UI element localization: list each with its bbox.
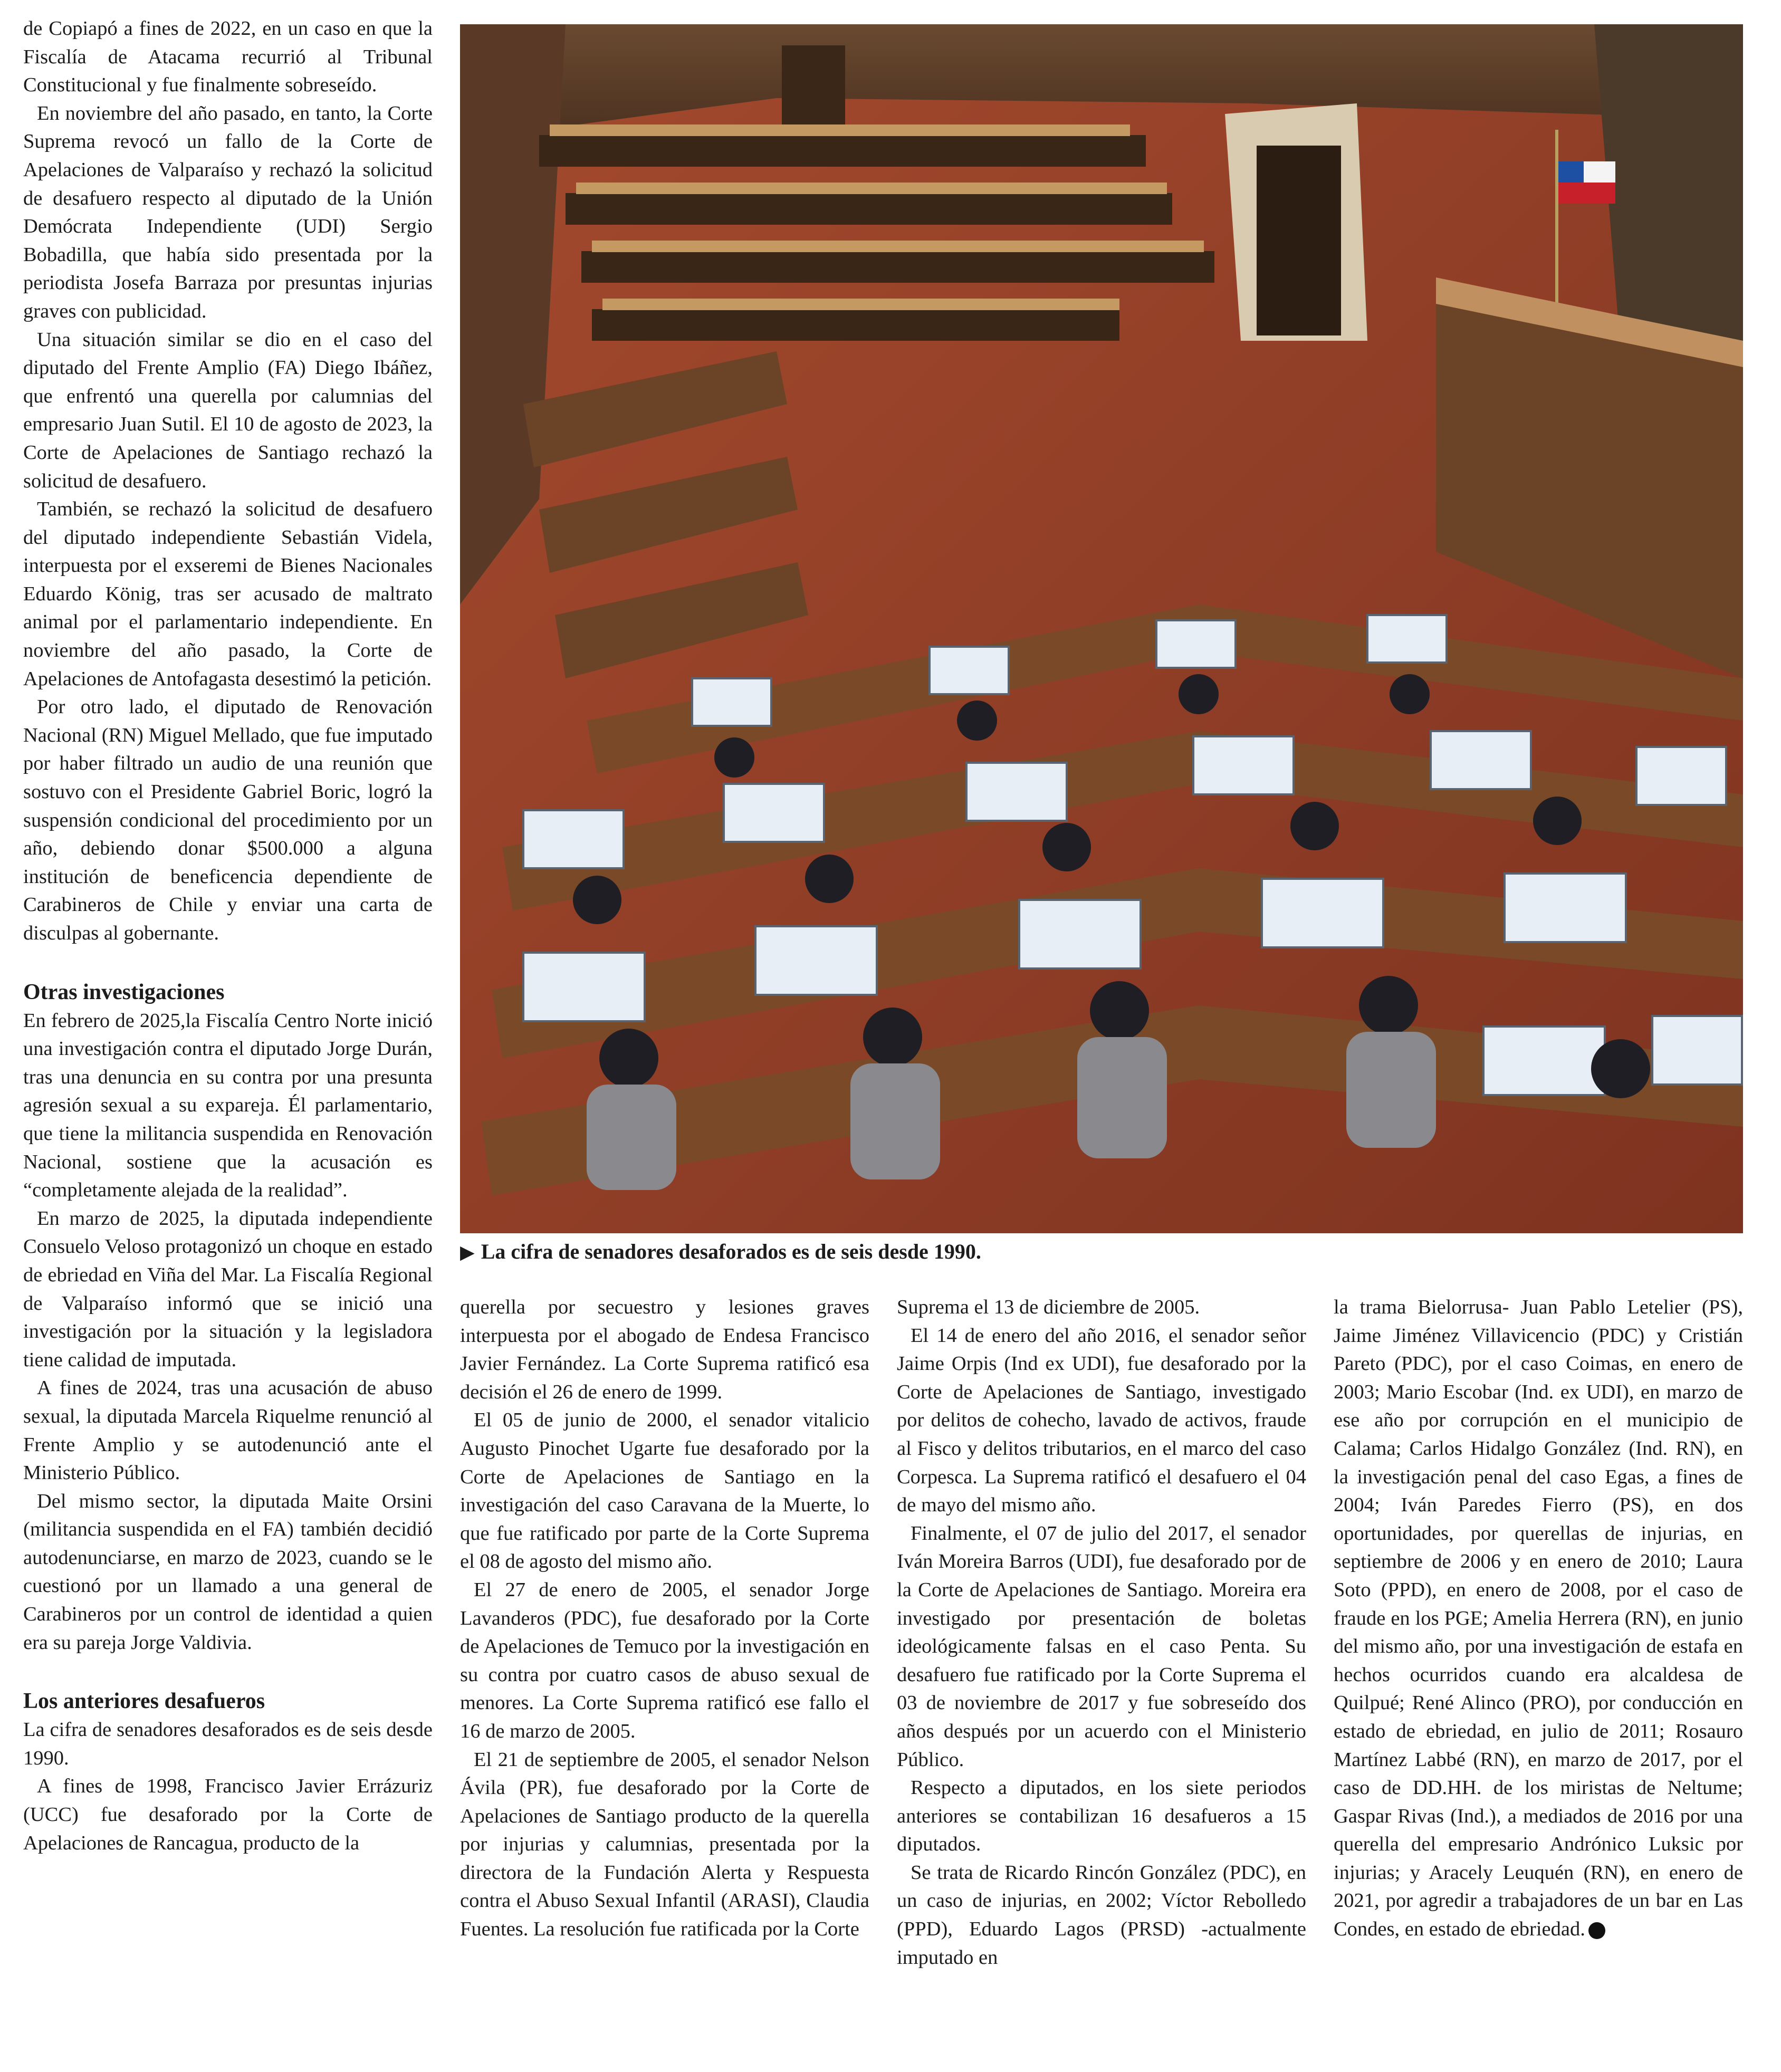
paragraph: Suprema el 13 de diciembre de 2005. [897,1296,1200,1318]
section-heading-anteriores-desafueros: Los anteriores desafueros [23,1689,265,1714]
paragraph [1334,1293,1743,1944]
paragraph: También, se rechazó la solicitud de desafuero del diputado independiente Sebastián Videla, interpuesta por el exseremi de Bienes Nacionales Eduardo König, tras ser acusado de maltrato animal por el parlamentario independiente. En noviembre del año pasado, la Corte de Apelaciones de Antofagasta desestimó la petición. [23,498,433,690]
caption-arrow-icon: ▶ [460,1242,475,1263]
paragraph: La cifra de senadores desaforados es de seis desde 1990. [23,1719,433,1769]
paragraph: Respecto a diputados, en los siete periodos anteriores se contabilizan 16 desafueros a 15 diputados. [897,1777,1306,1856]
paragraph: El 05 de junio de 2000, el senador vitalicio Augusto Pinochet Ugarte fue desaforado por la Corte de Apelaciones de Santiago en la investigación del caso Caravana de la Muerte, lo que fue ratificado por parte de la Corte Suprema el 08 de agosto del mismo año. [460,1409,869,1573]
article-column-4 [1334,1293,1743,1944]
paragraph: El 27 de enero de 2005, el senador Jorge Lavanderos (PDC), fue desaforado por la Corte de Apelaciones de Temuco por la investigación en su contra por cuatro casos de abuso sexual de menores. La Corte Suprema ratificó ese fallo el 16 de marzo de 2005. [460,1578,869,1742]
paragraph: En marzo de 2025, la diputada independiente Consuelo Veloso protagonizó un choque en estado de ebriedad en Viña del Mar. La Fiscalía Regional de Valparaíso informó que se inició una investigación por la situación y la legisladora tiene calidad de imputada. [23,1207,433,1371]
paragraph: Se trata de Ricardo Rincón González (PDC), en un caso de injurias, en 2002; Víctor Rebolledo (PPD), Eduardo Lagos (PRSD) -actualmente imputado en [897,1861,1306,1969]
chamber-illustration [460,24,1743,1233]
paragraph: Del mismo sector, la diputada Maite Orsini (militancia suspendida en el FA) también decidió autodenunciarse, en marzo de 2023, cuando se le cuestionó por un llamado a una general de Carabineros por un control de identidad a quien era su pareja Jorge Valdivia. [23,1490,433,1654]
paragraph: Una situación similar se dio en el caso del diputado del Frente Amplio (FA) Diego Ibáñez, que enfrentó una querella por calumnias del empresario Juan Sutil. El 10 de agosto de 2023, la Corte de Apelaciones de Santiago rechazó la solicitud de desafuero. [23,328,433,492]
paragraph: A fines de 1998, Francisco Javier Errázuriz (UCC) fue desaforado por la Corte de Apelaciones de Rancagua, producto de la [23,1775,433,1854]
paragraph: querella por secuestro y lesiones graves interpuesta por el abogado de Endesa Francisco Javier Fernández. La Corte Suprema ratificó esa decisión el 26 de enero de 1999. [460,1296,869,1403]
article-column-2 [460,1293,869,1944]
paragraph: El 21 de septiembre de 2005, el senador Nelson Ávila (PR), fue desaforado por la Corte de Apelaciones de Santiago producto de la querella por injurias y calumnias, presentada por la directora de la Fundación Alerta y Respuesta contra el Abuso Sexual Infantil (ARASI), Claudia Fuentes. La resolución fue ratificada por la Corte [460,1748,869,1941]
end-of-article-icon [1588,1922,1605,1939]
paragraph: Por otro lado, el diputado de Renovación Nacional (RN) Miguel Mellado, que fue imputado por haber filtrado un audio de una reunión que sostuvo con el Presidente Gabriel Boric, logró la suspensión condicional del procedimiento por un año, debiendo donar $500.000 a alguna institución de beneficencia dependiente de Carabineros de Chile y enviar una carta de disculpas al gobernante. [23,696,433,944]
paragraph: de Copiapó a fines de 2022, en un caso en que la Fiscalía de Atacama recurrió al Tribunal Constitucional y fue finalmente sobreseído. [23,17,433,97]
paragraph: Finalmente, el 07 de julio del 2017, el senador Iván Moreira Barros (UDI), fue desaforado por de la Corte de Apelaciones de Santiago. Moreira era investigado por presentación de boletas ideológicamente falsas en el caso Penta. Su desafuero fue ratificado por la Corte Suprema el 03 de noviembre de 2017 y fue sobreseído dos años después por un acuerdo con el Ministerio Público. [897,1522,1306,1771]
paragraph: En febrero de 2025,la Fiscalía Centro Norte inició una investigación contra el diputado Jorge Durán, tras una denuncia en su contra por una presunta agresión sexual a su expareja. Él parlamentario, que tiene la militancia suspendida en Renovación Nacional, sostiene que la acusación es “completamente alejada de la realidad”. [23,1009,433,1202]
section-heading-otras-investigaciones: Otras investigaciones [23,980,225,1004]
paragraph: El 14 de enero del año 2016, el senador señor Jaime Orpis (Ind ex UDI), fue desaforado por la Corte de Apelaciones de Santiago, investigado por delitos de cohecho, lavado de activos, fraude al Fisco y delitos tributarios, en el marco del caso Corpesca. La Suprema ratificó el desafuero el 04 de mayo del mismo año. [897,1324,1306,1517]
photo-caption [460,1237,1743,1267]
paragraph: A fines de 2024, tras una acusación de abuso sexual, la diputada Marcela Riquelme renunció al Frente Amplio y se autodenunció ante el Ministerio Público. [23,1377,433,1484]
article-column-3 [897,1293,1306,1972]
caption-text: La cifra de senadores desaforados es de seis desde 1990. [481,1240,981,1263]
paragraph-text: la trama Bielorrusa- Juan Pablo Letelier (PS), Jaime Jiménez Villavicencio (PDC) y Cristián Pareto (PDC), por el caso Coimas, en enero de 2003; Mario Escobar (Ind. ex UDI), en marzo de ese año por corrupción en el municipio de Calama; Carlos Hidalgo González (Ind. RN), en la investigación penal del caso Egas, a fines de 2004; Iván Paredes Fierro (PS), en dos oportunidades, por querellas de injurias, en septiembre de 2006 y en enero de 2010; Laura Soto (PPD), en enero de 2008, por el caso de fraude en los PGE; Amelia Herrera (RN), en junio del mismo año, por una investigación de estafa en hechos ocurridos cuando era alcaldesa de Quilpué; René Alinco (PRO), por conducción en estado de ebriedad, en julio de 2011; Rosauro Martínez Labbé (RN), en marzo de 2017, por el caso de DD.HH. de los miristas de Neltume; Gaspar Rivas (Ind.), a mediados de 2016 por una querella del empresario Andrónico Luksic por injurias; y Aracely Leuquén (RN), en enero de 2021, por agredir a trabajadores de un bar en Las Condes, en estado de ebriedad. [1334,1296,1743,1941]
article-column-1 [23,15,433,1857]
chamber-photo [460,24,1743,1233]
paragraph: En noviembre del año pasado, en tanto, la Corte Suprema revocó un fallo de la Corte de Apelaciones de Valparaíso y rechazó la solicitud de desafuero respecto al diputado de la Unión Demócrata Independiente (UDI) Sergio Bobadilla, que había sido presentada por la periodista Josefa Barraza por presuntas injurias graves con publicidad. [23,102,433,322]
